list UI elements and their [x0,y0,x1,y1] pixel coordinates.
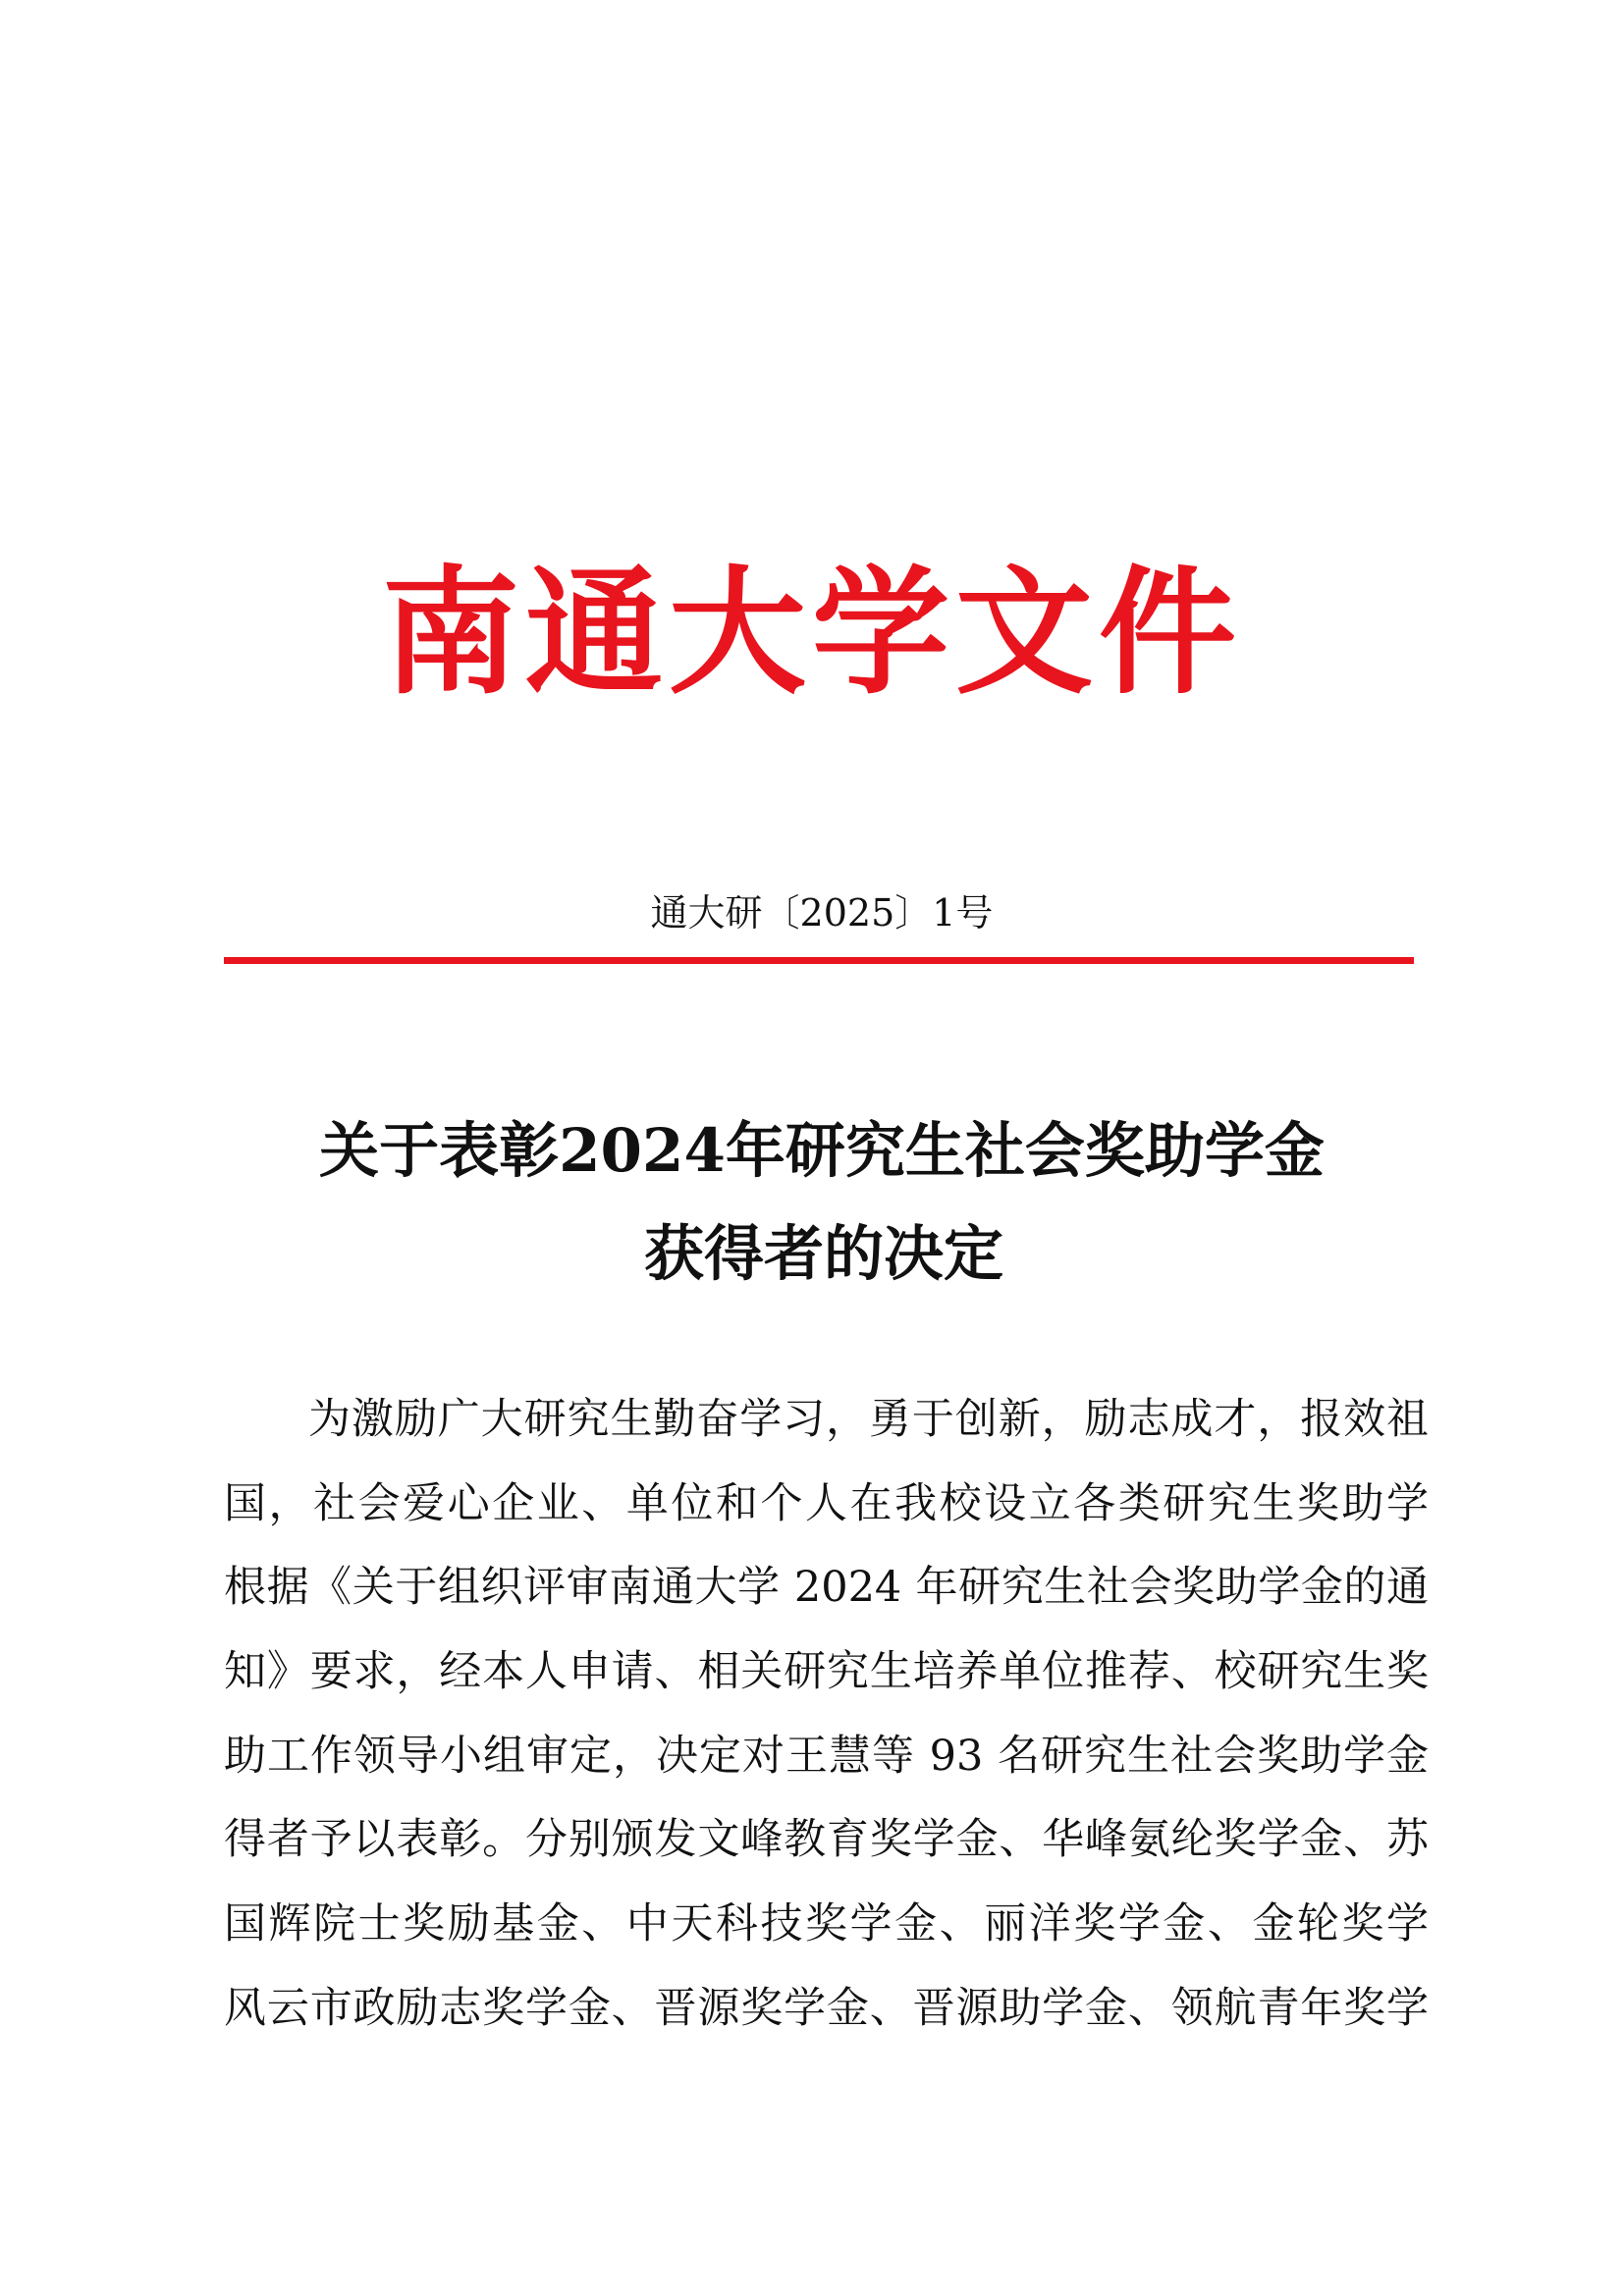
body-line: 助工作领导小组审定，决定对王慧等 93 名研究生社会奖助学金 [224,1731,1429,1781]
red-divider [224,957,1414,964]
body-line: 得者予以表彰。分别颁发文峰教育奖学金、华峰氨纶奖学金、苏 [224,1815,1429,1865]
body-line: 根据《关于组织评审南通大学 2024 年研究生社会奖助学金的通 [224,1563,1429,1613]
body-paragraph [224,1378,1429,2052]
body-line: 国，社会爱心企业、单位和个人在我校设立各类研究生奖助学 [224,1478,1429,1528]
document-title-line-1: 关于表彰2024年研究生社会奖助学金 [319,1116,1325,1186]
body-line: 为激励广大研究生勤奋学习，勇于创新，励志成才，报效祖 [308,1395,1429,1444]
issuer-title: 南通大学文件 [381,553,1242,714]
document-number: 通大研〔2025〕1号 [650,891,994,934]
body-line: 国辉院士奖励基金、中天科技奖学金、丽洋奖学金、金轮奖学 [224,1899,1429,1949]
body-line: 风云市政励志奖学金、晋源奖学金、晋源助学金、领航青年奖学 [224,1983,1429,2033]
body-line: 知》要求，经本人申请、相关研究生培养单位推荐、校研究生奖 [224,1647,1429,1697]
document-title-line-2: 获得者的决定 [643,1219,1003,1289]
